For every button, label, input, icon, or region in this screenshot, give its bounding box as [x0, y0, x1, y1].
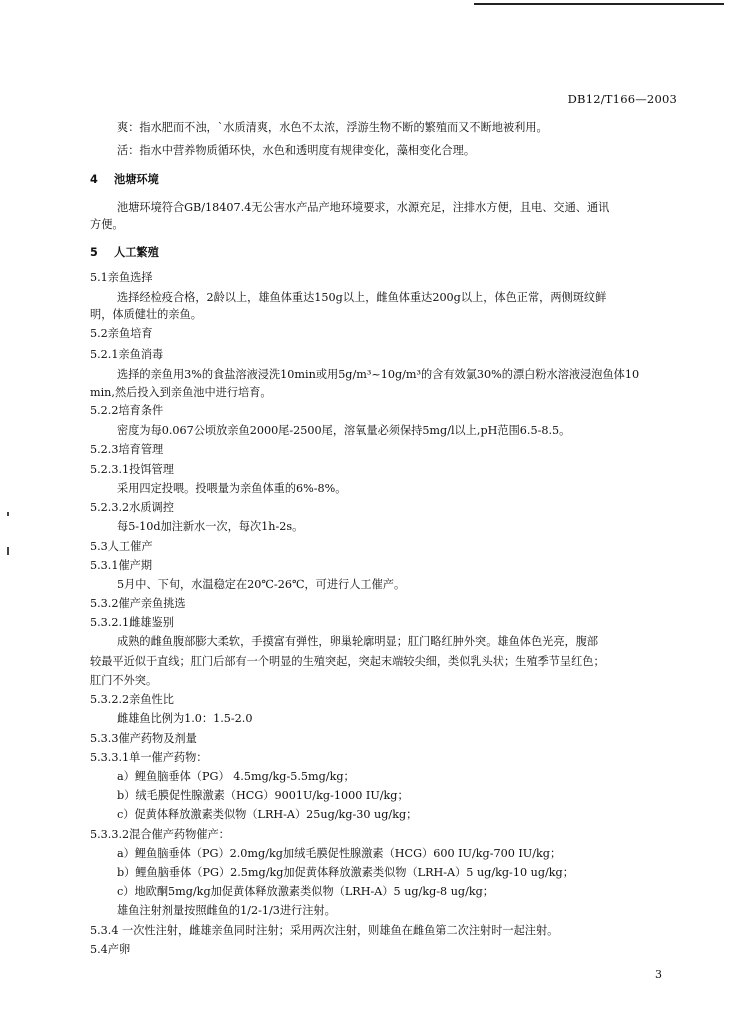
list-item: a）鲤鱼脑垂体（PG） 4.5mg/kg-5.5mg/kg；: [117, 770, 355, 783]
subsection-heading: 5.3.2.2亲鱼性比: [90, 693, 174, 706]
subsection-heading: 5.2.3培育管理: [90, 443, 164, 456]
subsection-heading: 5.2.1亲鱼消毒: [90, 348, 164, 361]
subsection-heading: 5.3.3.2混合催产药物催产：: [90, 828, 230, 841]
body-text: 雌雄鱼比例为1.0：1.5-2.0: [117, 712, 253, 725]
body-text: 5月中、下旬，水温稳定在20℃-26℃，可进行人工催产。: [117, 578, 406, 591]
subsection-heading: 5.2.3.1投饵管理: [90, 463, 174, 476]
subsection-heading: 5.4产卵: [90, 943, 131, 956]
body-text: 每5-10d加注新水一次，每次1h-2s。: [117, 520, 304, 533]
page-number: 3: [655, 968, 662, 981]
list-item: b）鲤鱼脑垂体（PG）2.5mg/kg加促黄体释放激素类似物（LRH-A）5 ug/kg-10 ug/kg；: [117, 866, 574, 879]
body-text: min,然后投入到亲鱼池中进行培育。: [90, 386, 272, 399]
list-item: c）促黄体释放激素类似物（LRH-A）25ug/kg-30 ug/kg；: [117, 808, 418, 821]
subsection-heading: 5.3.3催产药物及剂量: [90, 732, 197, 745]
subsection-heading: 5.3.3.1单一催产药物：: [90, 751, 208, 764]
body-text: 密度为每0.067公顷放亲鱼2000尾-2500尾，溶氧量必须保持5mg/l以上,pH范围6.5-8.5。: [117, 424, 571, 437]
list-item: b）绒毛膜促性腺激素（HCG）9001U/kg-1000 IU/kg；: [117, 789, 409, 802]
subsection-heading: 5.3.2.1雌雄鉴别: [90, 616, 174, 629]
section-title: 人工繁殖: [114, 246, 159, 259]
body-text: 选择经检疫合格，2龄以上，雄鱼体重达150g以上，雌鱼体重达200g以上，体色正常，两侧斑纹鲜: [117, 291, 607, 304]
subsection-heading: 5.2.2培育条件: [90, 404, 164, 417]
section-heading-5: [90, 245, 159, 261]
subsection-heading: 5.2亲鱼培育: [90, 327, 153, 340]
subsection-heading: 5.2.3.2水质调控: [90, 501, 174, 514]
body-text: 方便。: [90, 218, 124, 231]
body-text: 雄鱼注射剂量按照雌鱼的1/2-1/3进行注射。: [117, 904, 336, 917]
scan-edge-mark: [7, 547, 9, 555]
section-title: 池塘环境: [114, 173, 159, 186]
list-item: a）鲤鱼脑垂体（PG）2.0mg/kg加绒毛膜促性腺激素（HCG）600 IU/kg-700 IU/kg；: [117, 847, 562, 860]
subsection-heading: 5.1亲鱼选择: [90, 271, 153, 284]
section-heading-4: [90, 172, 159, 188]
subsection-heading: 5.3.1催产期: [90, 559, 153, 572]
body-text: 选择的亲鱼用3%的食盐溶液浸洗10min或用5g/m³~10g/m³的含有效氯30%的漂白粉水溶液浸泡鱼体10: [117, 368, 640, 381]
body-text: 明，体质健壮的亲鱼。: [90, 308, 202, 321]
subsection-heading: 5.3.2催产亲鱼挑选: [90, 597, 186, 610]
standard-code-header: DB12/T166—2003: [567, 92, 677, 106]
body-text: 成熟的雌鱼腹部膨大柔软，手摸富有弹性，卵巢轮廓明显；肛门略红肿外突。雄鱼体色光亮，腹部: [117, 635, 599, 648]
subsection-heading: 5.3人工催产: [90, 540, 153, 553]
body-text: 采用四定投喂。投喂量为亲鱼体重的6%-8%。: [117, 482, 347, 495]
section-number: 4: [90, 173, 98, 186]
body-text: 肛门不外突。: [90, 674, 158, 687]
body-text: 活：指水中营养物质循环快，水色和透明度有规律变化，藻相变化合理。: [117, 144, 476, 157]
body-text: 爽：指水肥而不浊，`水质清爽，水色不太浓，浮游生物不断的繁殖而又不断地被利用。: [117, 121, 548, 134]
list-item: c）地欧酮5mg/kg加促黄体释放激素类似物（LRH-A）5 ug/kg-8 ug/kg；: [117, 885, 494, 898]
body-text: 池塘环境符合GB/18407.4无公害水产品产地环境要求，水源充足，注排水方便，且电、交通、通讯: [117, 201, 610, 214]
scan-edge-mark: [7, 512, 9, 516]
subsection-heading: 5.3.4 一次性注射，雌雄亲鱼同时注射；采用两次注射，则雄鱼在雌鱼第二次注射时一起注射。: [90, 924, 559, 937]
body-text: 较最平近似于直线；肛门后部有一个明显的生殖突起，突起末端较尖细，类似乳头状；生殖季节呈红色；: [90, 655, 605, 668]
section-number: 5: [90, 246, 98, 259]
top-rule: [474, 3, 724, 5]
